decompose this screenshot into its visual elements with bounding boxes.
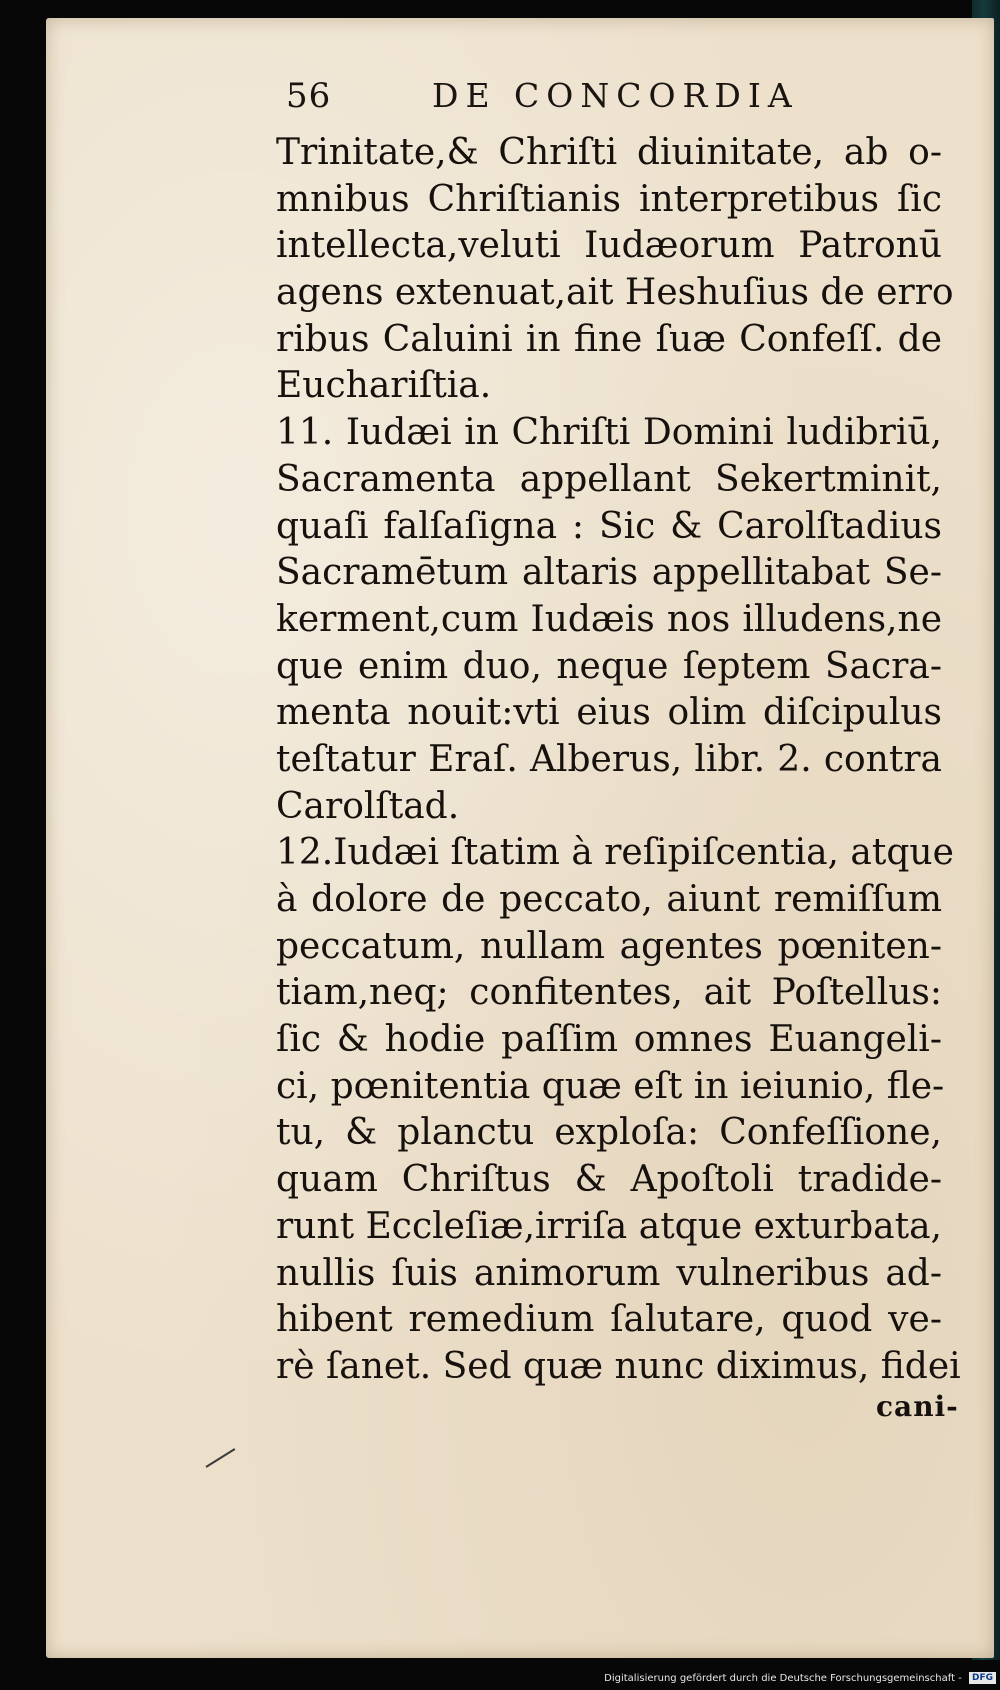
text-line: à dolore de peccato, aiunt remiſſum xyxy=(276,879,942,920)
text-line: 11. Iudæi in Chriſti Domini ludibriū, xyxy=(276,412,942,454)
page-number: 56 xyxy=(286,76,332,116)
text-line: tu, & planctu exploſa: Confeſſione, xyxy=(276,1112,942,1154)
text-line: ribus Caluini in fine ſuæ Confeſſ. de xyxy=(276,318,942,360)
text-line: intellecta,veluti Iudæorum Patronū xyxy=(276,225,942,267)
digitization-credit xyxy=(560,1672,996,1688)
text-line: Euchariſtia. xyxy=(276,365,492,407)
text-line: rè ſanet. Sed quæ nunc diximus, fidei xyxy=(276,1345,961,1387)
running-title: DE CONCORDIA xyxy=(432,76,799,115)
text-line: ci, pœnitentia quæ eſt in ieiunio, fle- xyxy=(276,1065,945,1107)
text-line: mnibus Chriſtianis interpretibus ſic xyxy=(276,178,942,220)
text-line: que enim duo, neque ſeptem Sacra- xyxy=(276,645,942,687)
text-line: nullis ſuis animorum vulneribus ad- xyxy=(276,1252,942,1294)
text-line: teſtatur Eraſ. Alberus, libr. 2. contra xyxy=(276,738,942,780)
text-line: peccatum, nullam agentes pœniten- xyxy=(276,925,942,967)
text-line: menta nouit:vti eius olim diſcipulus xyxy=(276,692,942,734)
body-text xyxy=(276,130,961,1391)
catchword: cani- xyxy=(876,1390,959,1423)
text-line: kerment,cum Iudæis nos illudens,ne xyxy=(276,598,942,640)
text-line: Carolſtad. xyxy=(276,785,460,827)
text-line: Sacramētum altaris appellitabat Se- xyxy=(276,552,942,594)
text-line: hibent remedium ſalutare, quod ve- xyxy=(276,1299,942,1341)
text-line: ſic & hodie paſſim omnes Euangeli- xyxy=(276,1019,942,1061)
ink-mark xyxy=(205,1448,235,1468)
text-line: quaſi falſaſigna : Sic & Carolſtadius xyxy=(276,505,942,547)
dfg-logo: DFG xyxy=(969,1672,996,1684)
text-line: Sacramenta appellant Sekertminit, xyxy=(276,458,942,500)
page-header xyxy=(286,72,806,122)
text-line: quam Chriſtus & Apoſtoli tradide- xyxy=(276,1159,942,1201)
text-line: 12.Iudæi ſtatim à reſipiſcentia, atque xyxy=(276,832,954,874)
text-line: tiam,neq; confitentes, ait Poſtellus: xyxy=(276,972,942,1014)
credit-text: Digitalisierung gefördert durch die Deutsche Forschungsgemeinschaft - xyxy=(604,1673,962,1684)
text-line: Trinitate,& Chriſti diuinitate, ab o- xyxy=(276,132,942,173)
text-line: agens extenuat,ait Heshuſius de erro xyxy=(276,272,954,314)
text-line: runt Eccleſiæ,irriſa atque exturbata, xyxy=(276,1205,942,1247)
